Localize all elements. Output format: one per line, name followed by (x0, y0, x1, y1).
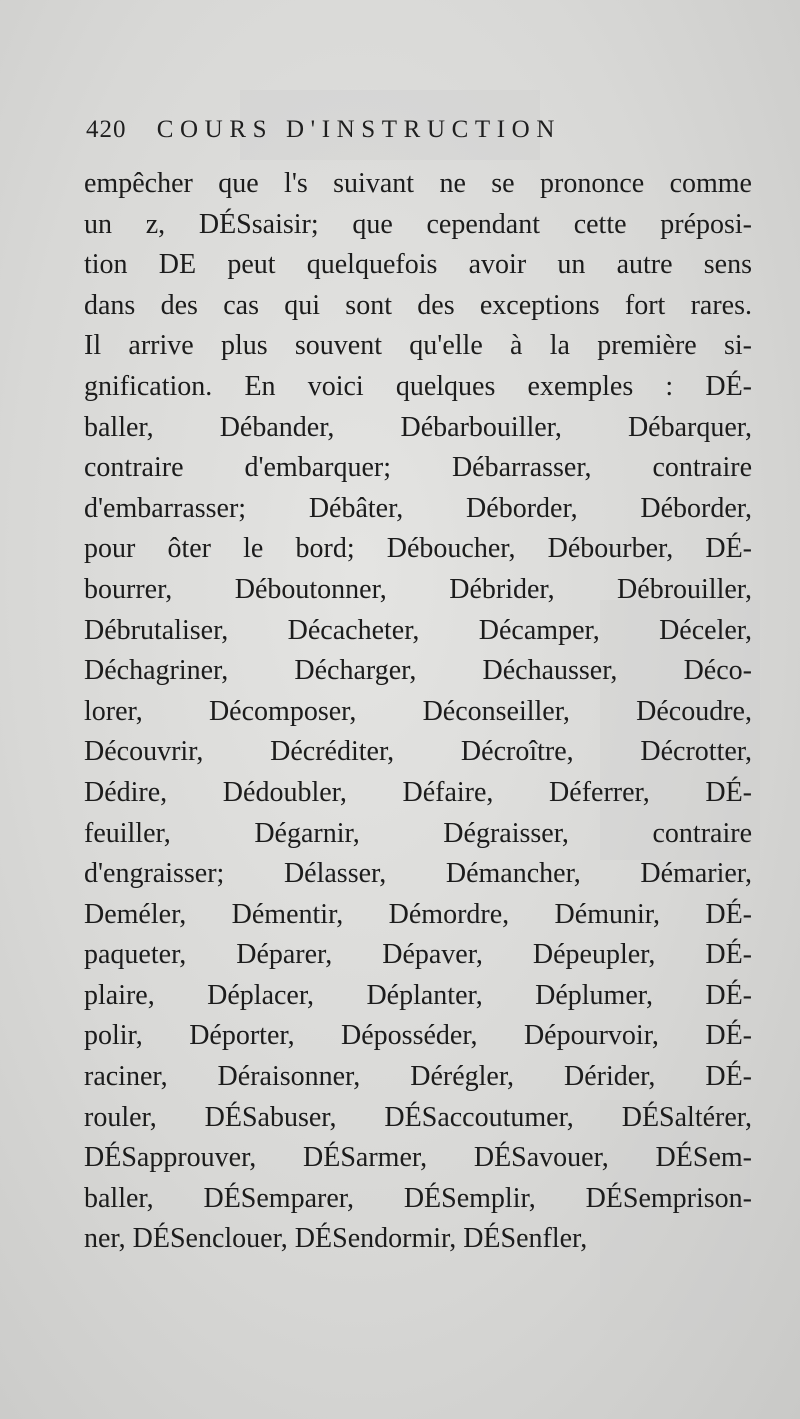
text-line: ner, DÉSenclouer, DÉSendormir, DÉSenfler, (84, 1223, 588, 1255)
text-line: Il arrive plus souvent qu'elle à la première si- (84, 330, 752, 362)
text-line: bourrer, Déboutonner, Débrider, Débrouiller, (84, 573, 752, 605)
text-line: d'embarrasser; Débâter, Déborder, Déborder, (84, 492, 752, 524)
text-line: pour ôter le bord; Déboucher, Débourber, DÉ- (84, 533, 752, 565)
page-number: 420 (86, 116, 127, 143)
text-line: plaire, Déplacer, Déplanter, Déplumer, DÉ- (84, 979, 752, 1011)
text-line: Découvrir, Décréditer, Décroître, Décrotter, (84, 736, 752, 768)
text-line: gnification. En voici quelques exemples : DÉ- (84, 370, 752, 402)
page-header (86, 116, 786, 156)
text-line: raciner, Déraisonner, Dérégler, Dérider, DÉ- (84, 1061, 752, 1093)
text-line: dans des cas qui sont des exceptions fort rares. (84, 289, 752, 321)
text-line: feuiller, Dégarnir, Dégraisser, contraire (84, 817, 752, 849)
text-line: paqueter, Déparer, Dépaver, Dépeupler, DÉ- (84, 939, 752, 971)
text-line: contraire d'embarquer; Débarrasser, contraire (84, 452, 752, 484)
text-line: Déchagriner, Décharger, Déchausser, Déco- (84, 655, 752, 687)
text-line: Débrutaliser, Décacheter, Décamper, Déceler, (84, 614, 752, 646)
text-line: Deméler, Démentir, Démordre, Démunir, DÉ- (84, 898, 752, 930)
text-line: Dédire, Dédoubler, Défaire, Déferrer, DÉ- (84, 776, 752, 808)
text-line: rouler, DÉSabuser, DÉSaccoutumer, DÉSaltérer, (84, 1101, 752, 1133)
text-line: baller, Débander, Débarbouiller, Débarquer, (84, 411, 752, 443)
text-line: un z, DÉSsaisir; que cependant cette préposi- (84, 208, 752, 240)
text-line: tion DE peut quelquefois avoir un autre sens (84, 249, 752, 281)
text-line: DÉSapprouver, DÉSarmer, DÉSavouer, DÉSem- (84, 1142, 752, 1174)
text-line: polir, Déporter, Déposséder, Dépourvoir, DÉ- (84, 1020, 752, 1052)
text-line: d'engraisser; Délasser, Démancher, Démarier, (84, 858, 752, 890)
running-title: COURS D'INSTRUCTION (156, 116, 561, 143)
body-text (84, 164, 752, 1260)
text-line: lorer, Décomposer, Déconseiller, Découdre, (84, 695, 752, 727)
text-line: baller, DÉSemparer, DÉSemplir, DÉSemprison- (84, 1182, 752, 1214)
text-line: empêcher que l's suivant ne se prononce comme (84, 168, 752, 199)
